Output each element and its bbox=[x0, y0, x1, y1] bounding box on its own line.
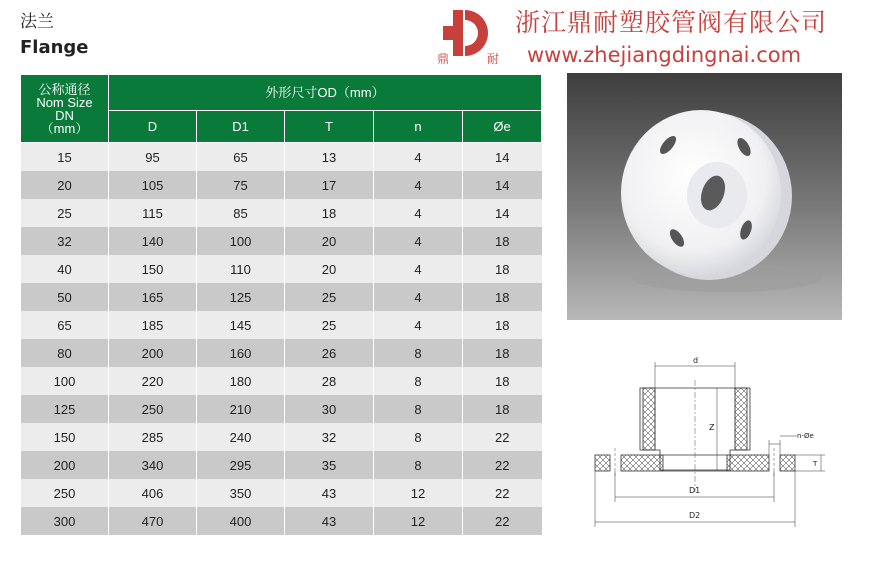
cell-oe: 18 bbox=[463, 283, 542, 311]
flange-technical-drawing bbox=[585, 352, 835, 532]
cell-dn: 32 bbox=[21, 227, 109, 255]
table-row bbox=[21, 479, 542, 507]
dn-header-line-2: Nom Size bbox=[36, 94, 93, 110]
cell-oe: 18 bbox=[463, 339, 542, 367]
cell-n: 4 bbox=[374, 311, 463, 339]
drawing-label-t: T bbox=[813, 460, 818, 468]
logo-char-nai: 耐 bbox=[486, 52, 499, 66]
cell-oe: 14 bbox=[463, 199, 542, 227]
dn-header-line-4: （mm） bbox=[40, 120, 89, 136]
cell-d1: 85 bbox=[197, 199, 285, 227]
cell-d: 115 bbox=[109, 199, 197, 227]
cell-t: 35 bbox=[285, 451, 374, 479]
cell-n: 8 bbox=[374, 423, 463, 451]
table-row bbox=[21, 171, 542, 199]
cell-dn: 200 bbox=[21, 451, 109, 479]
column-header-n: n bbox=[374, 111, 463, 143]
cell-t: 13 bbox=[285, 143, 374, 172]
cell-dn: 300 bbox=[21, 507, 109, 535]
table-row bbox=[21, 227, 542, 255]
cell-n: 4 bbox=[374, 143, 463, 172]
cell-oe: 22 bbox=[463, 479, 542, 507]
cell-d1: 295 bbox=[197, 451, 285, 479]
flange-dimension-table bbox=[20, 74, 542, 535]
cell-d: 105 bbox=[109, 171, 197, 199]
cell-d: 165 bbox=[109, 283, 197, 311]
cell-d1: 100 bbox=[197, 227, 285, 255]
column-header-t: T bbox=[285, 111, 374, 143]
cell-t: 18 bbox=[285, 199, 374, 227]
cell-dn: 250 bbox=[21, 479, 109, 507]
drawing-label-d2: D2 bbox=[689, 511, 701, 520]
cell-n: 8 bbox=[374, 395, 463, 423]
cell-d1: 400 bbox=[197, 507, 285, 535]
table-row bbox=[21, 367, 542, 395]
column-header-d1: D1 bbox=[197, 111, 285, 143]
company-website: www.zhejiangdingnai.com bbox=[527, 43, 802, 67]
dn-header-line-3: DN bbox=[55, 107, 74, 123]
page-title-cn: 法兰 bbox=[20, 12, 54, 32]
cell-dn: 125 bbox=[21, 395, 109, 423]
page-title-en: Flange bbox=[20, 37, 89, 58]
flange-photo bbox=[567, 73, 842, 320]
cell-oe: 18 bbox=[463, 311, 542, 339]
cell-oe: 22 bbox=[463, 451, 542, 479]
drawing-label-ne: n-Øe bbox=[797, 432, 814, 440]
drawing-label-z: Z bbox=[709, 423, 715, 432]
drawing-label-d: d bbox=[693, 356, 699, 365]
table-row bbox=[21, 423, 542, 451]
cell-d: 185 bbox=[109, 311, 197, 339]
table-row bbox=[21, 395, 542, 423]
od-header: 外形尺寸OD（mm） bbox=[109, 75, 542, 111]
cell-d1: 145 bbox=[197, 311, 285, 339]
cell-dn: 150 bbox=[21, 423, 109, 451]
cell-d1: 210 bbox=[197, 395, 285, 423]
cell-oe: 14 bbox=[463, 171, 542, 199]
column-header-oe: Øe bbox=[463, 111, 542, 143]
cell-d1: 160 bbox=[197, 339, 285, 367]
table-row bbox=[21, 283, 542, 311]
cell-n: 8 bbox=[374, 367, 463, 395]
cell-n: 8 bbox=[374, 451, 463, 479]
cell-oe: 22 bbox=[463, 423, 542, 451]
table-row bbox=[21, 143, 542, 172]
cell-t: 25 bbox=[285, 311, 374, 339]
logo-characters bbox=[437, 50, 499, 67]
cell-d1: 65 bbox=[197, 143, 285, 172]
cell-d: 285 bbox=[109, 423, 197, 451]
cell-t: 30 bbox=[285, 395, 374, 423]
dn-header bbox=[21, 75, 109, 143]
cell-n: 12 bbox=[374, 507, 463, 535]
cell-t: 20 bbox=[285, 255, 374, 283]
cell-oe: 18 bbox=[463, 227, 542, 255]
cell-dn: 25 bbox=[21, 199, 109, 227]
cell-d1: 110 bbox=[197, 255, 285, 283]
cell-oe: 14 bbox=[463, 143, 542, 172]
cell-d1: 240 bbox=[197, 423, 285, 451]
cell-n: 4 bbox=[374, 171, 463, 199]
table-row bbox=[21, 339, 542, 367]
cell-n: 4 bbox=[374, 227, 463, 255]
cell-dn: 65 bbox=[21, 311, 109, 339]
table-row bbox=[21, 199, 542, 227]
cell-t: 43 bbox=[285, 507, 374, 535]
cell-d1: 350 bbox=[197, 479, 285, 507]
cell-d: 250 bbox=[109, 395, 197, 423]
cell-n: 4 bbox=[374, 199, 463, 227]
cell-dn: 20 bbox=[21, 171, 109, 199]
cell-d1: 180 bbox=[197, 367, 285, 395]
table-row bbox=[21, 507, 542, 535]
cell-t: 25 bbox=[285, 283, 374, 311]
cell-d: 220 bbox=[109, 367, 197, 395]
column-header-d: D bbox=[109, 111, 197, 143]
cell-d: 406 bbox=[109, 479, 197, 507]
cell-dn: 100 bbox=[21, 367, 109, 395]
cell-n: 4 bbox=[374, 283, 463, 311]
cell-t: 28 bbox=[285, 367, 374, 395]
cell-oe: 18 bbox=[463, 367, 542, 395]
company-name: 浙江鼎耐塑胶管阀有限公司 bbox=[515, 8, 828, 37]
logo-char-ding: 鼎 bbox=[437, 52, 450, 66]
cell-oe: 18 bbox=[463, 395, 542, 423]
cell-d: 470 bbox=[109, 507, 197, 535]
cell-d: 340 bbox=[109, 451, 197, 479]
cell-oe: 18 bbox=[463, 255, 542, 283]
cell-n: 12 bbox=[374, 479, 463, 507]
cell-t: 32 bbox=[285, 423, 374, 451]
cell-n: 8 bbox=[374, 339, 463, 367]
dn-header-line-1: 公称通径 bbox=[38, 81, 91, 97]
table-row bbox=[21, 255, 542, 283]
cell-t: 43 bbox=[285, 479, 374, 507]
cell-d: 95 bbox=[109, 143, 197, 172]
table-row bbox=[21, 451, 542, 479]
cell-d: 200 bbox=[109, 339, 197, 367]
cell-dn: 40 bbox=[21, 255, 109, 283]
cell-d: 150 bbox=[109, 255, 197, 283]
cell-t: 17 bbox=[285, 171, 374, 199]
drawing-label-d1: D1 bbox=[689, 486, 701, 495]
cell-dn: 80 bbox=[21, 339, 109, 367]
cell-d1: 75 bbox=[197, 171, 285, 199]
cell-n: 4 bbox=[374, 255, 463, 283]
table-row bbox=[21, 311, 542, 339]
cell-dn: 15 bbox=[21, 143, 109, 172]
cell-d1: 125 bbox=[197, 283, 285, 311]
cell-t: 26 bbox=[285, 339, 374, 367]
cell-d: 140 bbox=[109, 227, 197, 255]
cell-oe: 22 bbox=[463, 507, 542, 535]
cell-dn: 50 bbox=[21, 283, 109, 311]
cell-t: 20 bbox=[285, 227, 374, 255]
